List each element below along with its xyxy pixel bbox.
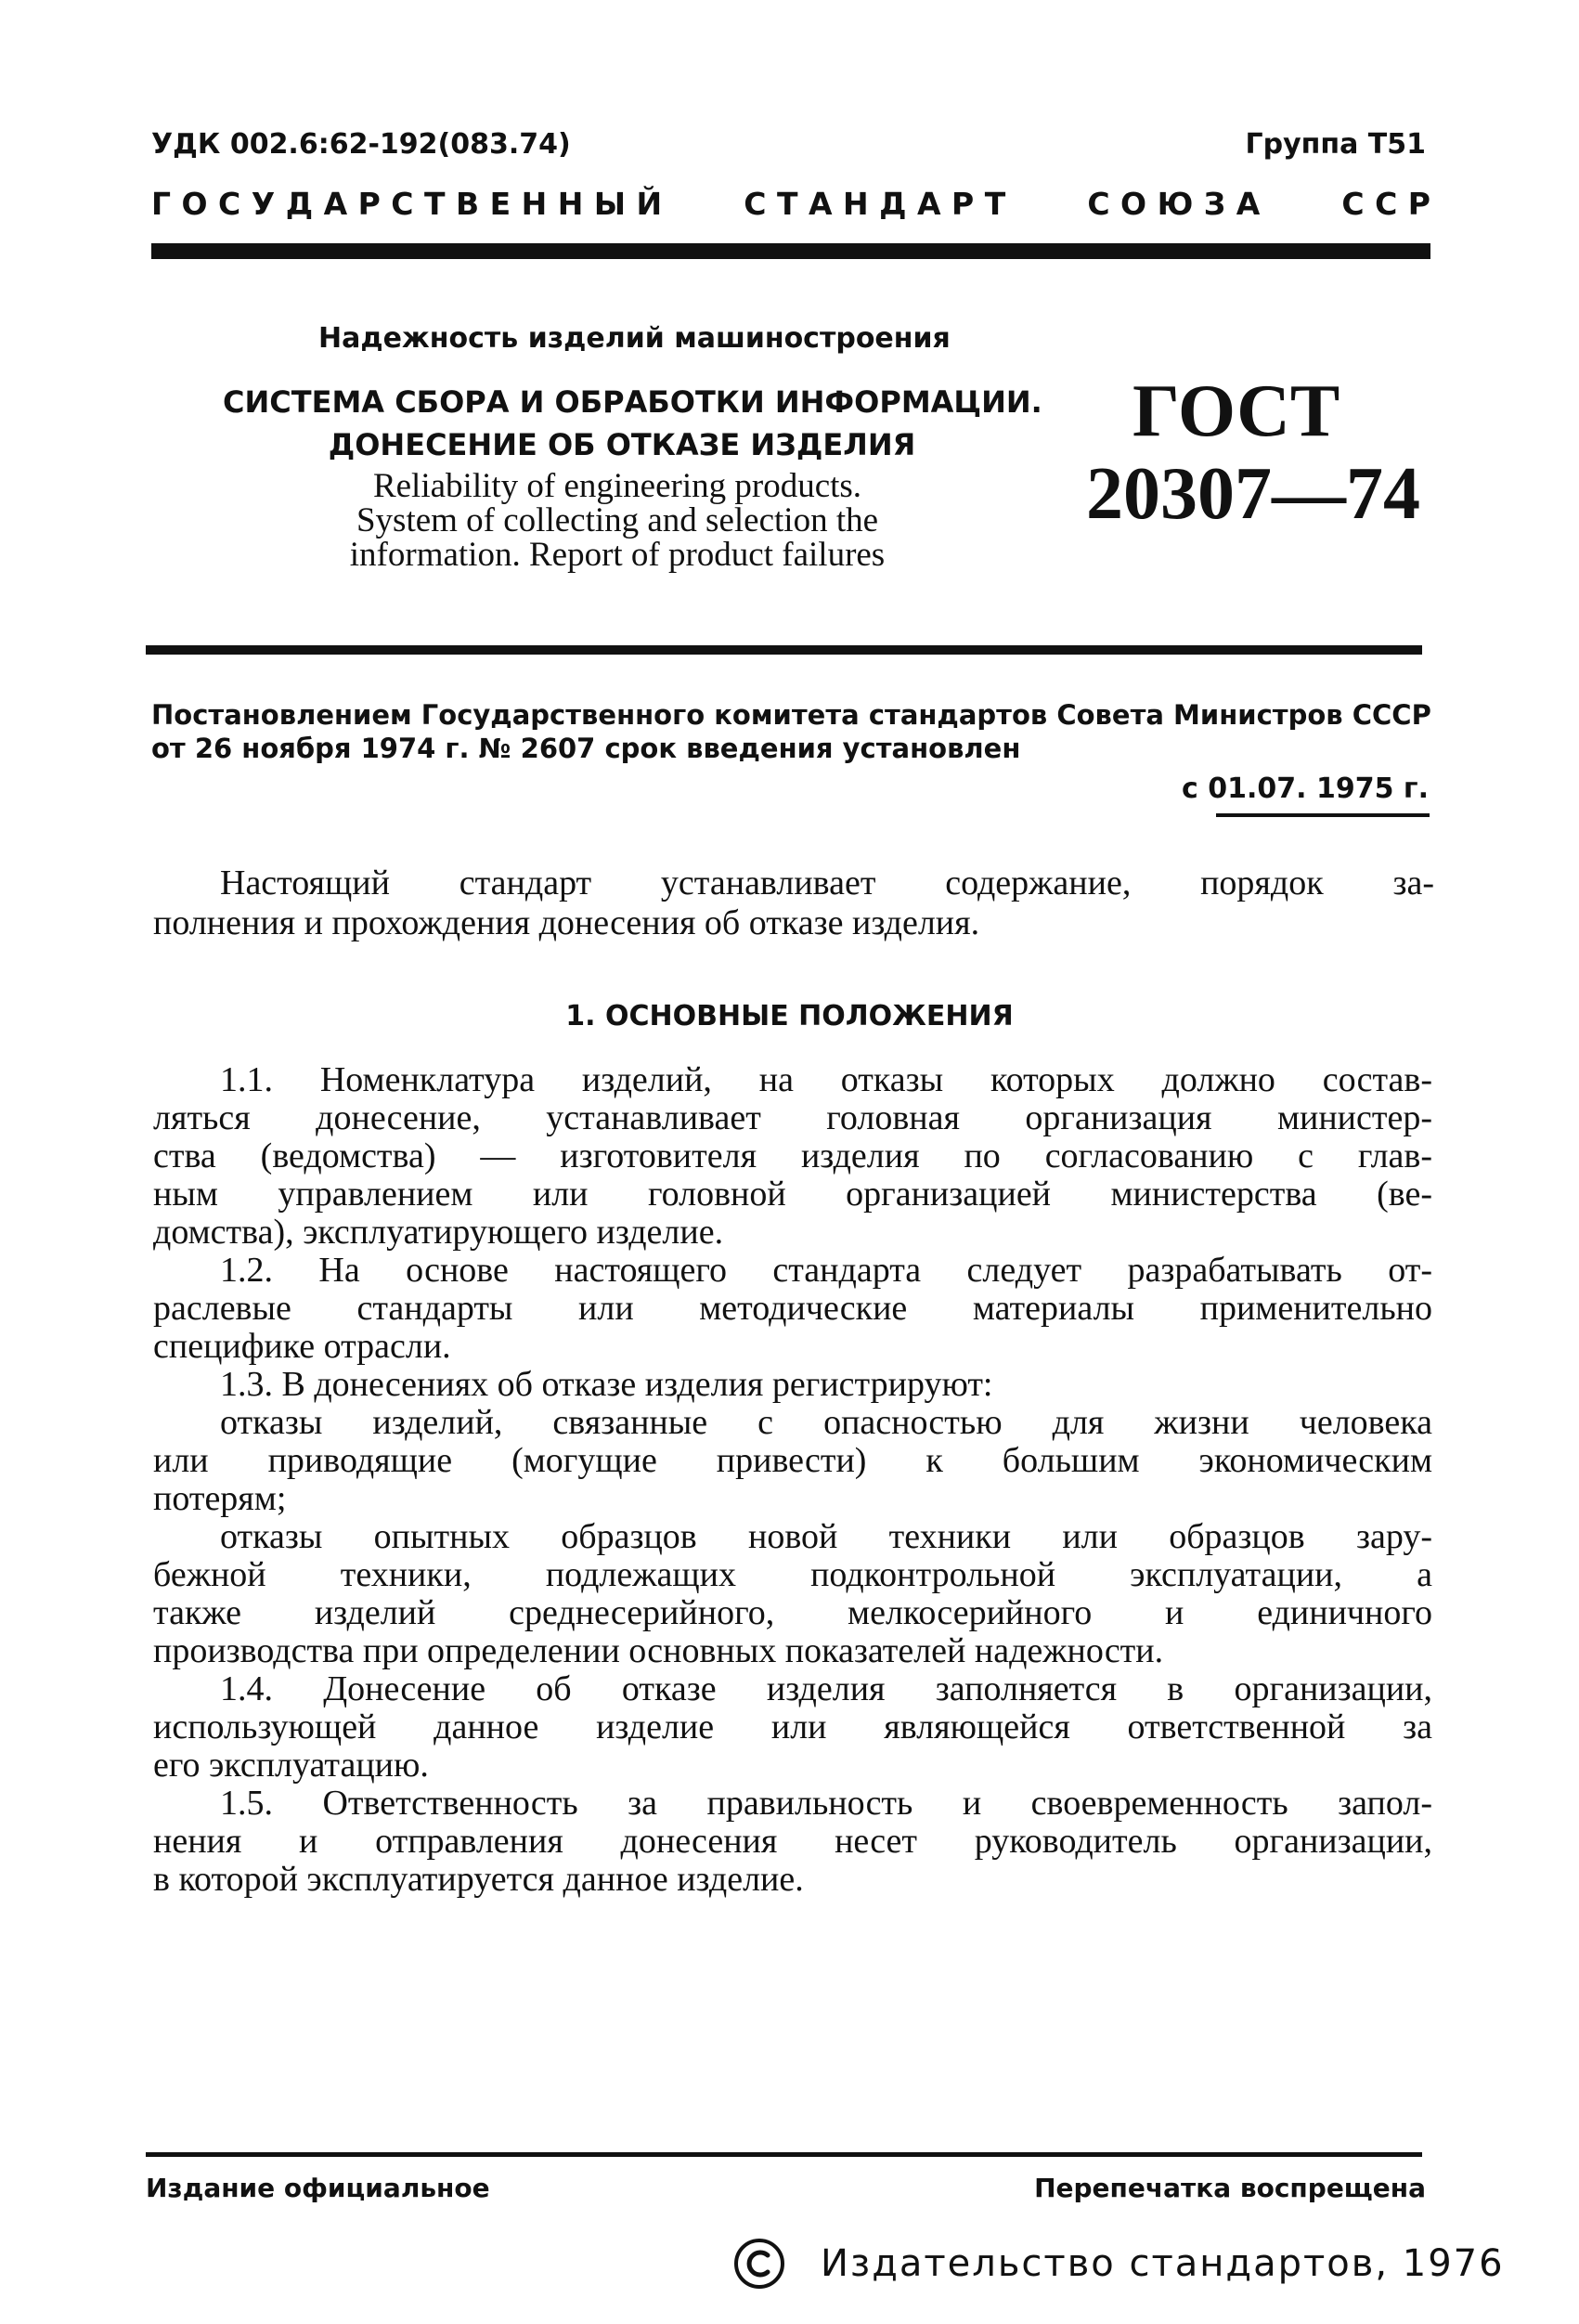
title-russian-line: СИСТЕМА СБОРА И ОБРАБОТКИ ИНФОРМАЦИИ.	[223, 384, 1042, 420]
footer-divider	[146, 2152, 1422, 2157]
paragraph-line: 1.3. В донесениях об отказе изделия регистрируют:	[220, 1365, 993, 1404]
intro-paragraph	[153, 863, 1434, 943]
intro-line: полнения и прохождения донесения об отказе изделия.	[153, 903, 980, 942]
paragraph	[153, 1252, 1432, 1366]
title-english	[311, 469, 924, 572]
paragraph-line: в которой эксплуатируется данное изделие.	[153, 1860, 804, 1899]
decree-line: Постановлением Государственного комитета стандартов Совета Министров СССР	[151, 699, 1431, 731]
paragraph-line: специфике отрасли.	[153, 1327, 451, 1366]
title-english-line: System of collecting and selection the	[356, 501, 879, 539]
paragraph-line: или приводящие (могущие привести) к большим экономическим	[153, 1441, 1432, 1480]
title-english-line: Reliability of engineering products.	[372, 467, 862, 505]
reprint-note: Перепечатка воспрещена	[1034, 2173, 1426, 2203]
effective-date: с 01.07. 1975 г.	[1182, 773, 1429, 805]
paragraph	[153, 1518, 1432, 1670]
paragraph-line: нения и отправления донесения несет руководитель организации,	[153, 1822, 1432, 1861]
paragraph-line: потерям;	[153, 1479, 287, 1518]
paragraph-line: ляться донесение, устанавливает головная организация министер-	[153, 1098, 1432, 1137]
state-standard-banner	[151, 186, 1430, 222]
state-standard-word: Г О С У Д А Р С Т В Е Н Н Ы Й	[151, 186, 663, 222]
paragraph-line: ным управлением или головной организацией министерства (ве-	[153, 1175, 1432, 1214]
title-russian-line: ДОНЕСЕНИЕ ОБ ОТКАЗЕ ИЗДЕЛИЯ	[328, 427, 916, 462]
paragraph-line: отказы изделий, связанные с опасностью для жизни человека	[220, 1403, 1432, 1442]
copyright-line	[733, 2238, 1505, 2290]
top-divider	[151, 243, 1430, 259]
paragraph-line: 1.2. На основе настоящего стандарта следует разрабатывать от-	[220, 1251, 1432, 1290]
paragraph-line: использующей данное изделие или являющейся ответственной за	[153, 1707, 1432, 1746]
paragraph-line: домства), эксплуатирующего изделие.	[153, 1213, 724, 1252]
udk-code: УДК 002.6:62-192(083.74)	[151, 128, 571, 161]
paragraph-line: бежной техники, подлежащих подконтрольной эксплуатации, а	[153, 1555, 1432, 1594]
effective-date-underline	[1216, 813, 1430, 817]
section-body	[153, 1061, 1432, 1899]
paragraph-line: 1.4. Донесение об отказе изделия заполняется в организации,	[220, 1669, 1432, 1708]
paragraph-line: производства при определении основных показателей надежности.	[153, 1631, 1164, 1670]
paragraph	[153, 1366, 1432, 1404]
intro-line: Настоящий стандарт устанавливает содержание, порядок за-	[220, 863, 1434, 902]
state-standard-word: С Т А Н Д А Р Т	[744, 186, 1006, 222]
copyright-icon	[733, 2238, 785, 2290]
paragraph-line: ства (ведомства) — изготовителя изделия по согласованию с глав-	[153, 1136, 1432, 1175]
decree-line: от 26 ноября 1974 г. № 2607 срок введения установлен	[151, 733, 1021, 764]
paragraph-line: 1.5. Ответственность за правильность и своевременность запол-	[220, 1784, 1432, 1823]
paragraph-line: раслевые стандарты или методические материалы применительно	[153, 1289, 1432, 1328]
paragraph	[153, 1404, 1432, 1518]
subject-heading: Надежность изделий машиностроения	[318, 322, 951, 355]
paragraph-line: отказы опытных образцов новой техники или образцов зару-	[220, 1517, 1432, 1556]
publisher: Издательство стандартов, 1976	[821, 2242, 1505, 2285]
section-heading: 1. ОСНОВНЫЕ ПОЛОЖЕНИЯ	[565, 1000, 1014, 1032]
decree-text	[151, 698, 1432, 765]
state-standard-word: С О Ю З А	[1087, 186, 1261, 222]
paragraph-line: 1.1. Номенклатура изделий, на отказы которых должно состав-	[220, 1060, 1432, 1099]
paragraph-line: его эксплуатацию.	[153, 1746, 429, 1785]
paragraph	[153, 1670, 1432, 1785]
paragraph-line: также изделий среднесерийного, мелкосерийного и единичного	[153, 1593, 1432, 1632]
title-divider	[146, 645, 1422, 655]
group-code: Группа Т51	[1245, 128, 1426, 161]
edition-note: Издание официальное	[146, 2173, 490, 2203]
title-russian	[223, 381, 1042, 466]
paragraph	[153, 1785, 1432, 1899]
state-standard-word: С С Р	[1341, 186, 1430, 222]
paragraph	[153, 1061, 1432, 1252]
gost-label: ГОСТ	[1132, 370, 1340, 452]
gost-number: 20307—74	[1086, 453, 1420, 535]
title-english-line: information. Report of product failures	[349, 536, 886, 574]
